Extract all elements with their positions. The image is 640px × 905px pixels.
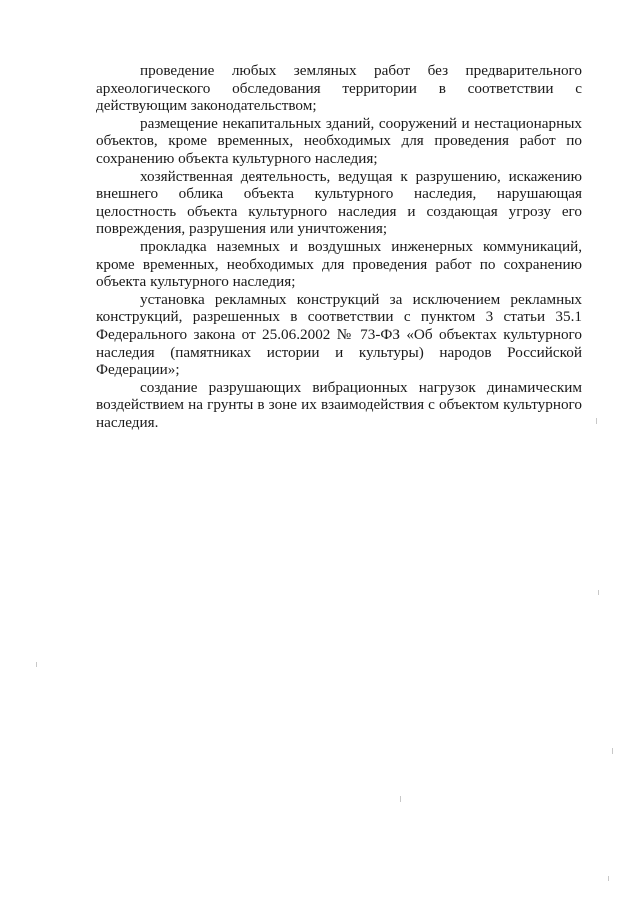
scan-speck bbox=[596, 418, 597, 424]
scan-speck bbox=[598, 590, 599, 595]
paragraph-advertising: установка рекламных конструкций за исключением рекламных конструкций, разрешенных в соответствии с пунктом 3 статьи 35.1 Федерального закона от 25.06.2002 № 73-ФЗ «Об объектах культурного наследия (памятниках истории и культуры) народов Российской Федерации»; bbox=[96, 290, 582, 379]
document-body bbox=[96, 62, 582, 431]
paragraph-earthworks: проведение любых земляных работ без предварительного археологического обследования территории в соответствии с действующим законодательством; bbox=[96, 62, 582, 115]
scan-speck bbox=[608, 876, 609, 881]
scan-speck bbox=[400, 796, 401, 802]
paragraph-economic-activity: хозяйственная деятельность, ведущая к разрушению, искажению внешнего облика объекта культурного наследия, нарушающая целостность объекта культурного наследия и создающая угрозу его повреждения, разрушения или уничтожения; bbox=[96, 167, 582, 238]
scan-speck bbox=[612, 748, 613, 754]
paragraph-vibration-loads: создание разрушающих вибрационных нагрузок динамическим воздействием на грунты в зоне их взаимодействия с объектом культурного наследия. bbox=[96, 378, 582, 431]
scan-speck bbox=[36, 662, 37, 667]
paragraph-utilities: прокладка наземных и воздушных инженерных коммуникаций, кроме временных, необходимых для проведения работ по сохранению объекта культурного наследия; bbox=[96, 237, 582, 291]
paragraph-temporary-buildings: размещение некапитальных зданий, сооружений и нестационарных объектов, кроме временных, необходимых для проведения работ по сохранению объекта культурного наследия; bbox=[96, 114, 582, 167]
